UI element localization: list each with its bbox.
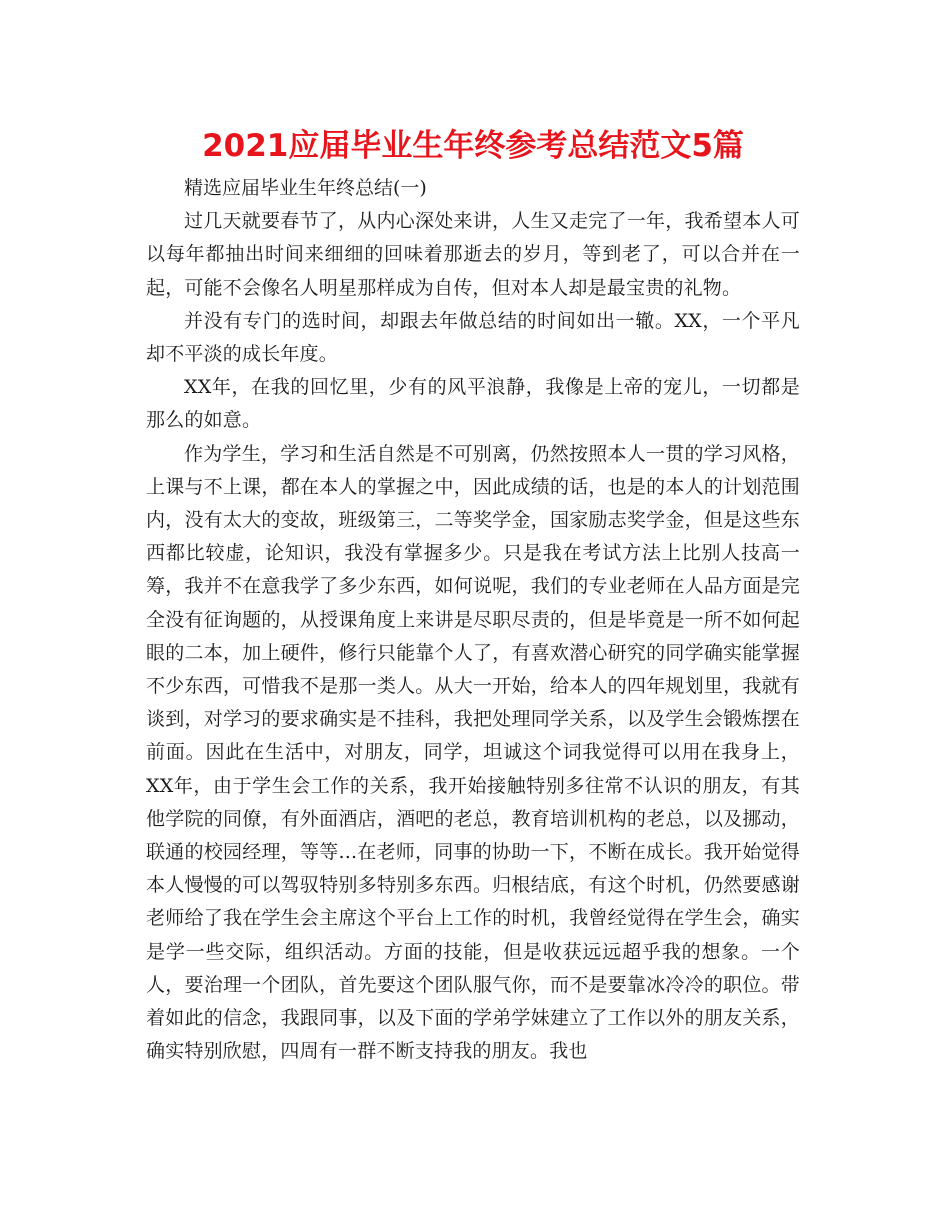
- paragraph-3: XX年，在我的回忆里，少有的风平浪静，我像是上帝的宠儿，一切都是那么的如意。: [146, 376, 800, 432]
- document-body: [146, 172, 800, 1068]
- section-subtitle: 精选应届毕业生年终总结(一): [184, 177, 427, 199]
- paragraph-4: 作为学生，学习和生活自然是不可别离，仍然按照本人一贯的学习风格，上课与不上课，都在本人的掌握之中，因此成绩的话，也是的本人的计划范围内，没有太大的变故，班级第三，二等奖学金，国家励志奖学金，但是这些东西都比较虚，论知识，我没有掌握多少。只是我在考试方法上比别人技高一筹，我并不在意我学了多少东西，如何说呢，我们的专业老师在人品方面是完全没有征询题的，从授课角度上来讲是尽职尽责的，但是毕竟是一所不如何起眼的二本，加上硬件，修行只能靠个人了，有喜欢潜心研究的同学确实能掌握不少东西，可惜我不是那一类人。从大一开始，给本人的四年规划里，我就有谈到，对学习的要求确实是不挂科，我把处理同学关系，以及学生会锻炼摆在前面。因此在生活中，对朋友，同学，坦诚这个词我觉得可以用在我身上，XX年，由于学生会工作的关系，我开始接触特别多往常不认识的朋友，有其他学院的同僚，有外面酒店，酒吧的老总，教育培训机构的老总，以及挪动，联通的校园经理，等等...在老师，同事的协助一下，不断在成长。我开始觉得本人慢慢的可以驾驭特别多特别多东西。归根结底，有这个时机，仍然要感谢老师给了我在学生会主席这个平台上工作的时机，我曾经觉得在学生会，确实是学一些交际，组织活动。方面的技能，但是收获远远超乎我的想象。一个人，要治理一个团队，首先要这个团队服气你，而不是要靠冰冷冷的职位。带着如此的信念，我跟同事，以及下面的学弟学妹建立了工作以外的朋友关系，确实特别欣慰，四周有一群不断支持我的朋友。我也: [146, 442, 800, 1063]
- document-title: 2021应届毕业生年终参考总结范文5篇: [202, 128, 744, 164]
- paragraph-1: 过几天就要春节了，从内心深处来讲，人生又走完了一年，我希望本人可以每年都抽出时间来细细的回味着那逝去的岁月，等到老了，可以合并在一起，可能不会像名人明星那样成为自传，但对本人却是最宝贵的礼物。: [146, 210, 800, 299]
- paragraph-2: 并没有专门的选时间，却跟去年做总结的时间如出一辙。XX，一个平凡却不平淡的成长年度。: [146, 309, 800, 366]
